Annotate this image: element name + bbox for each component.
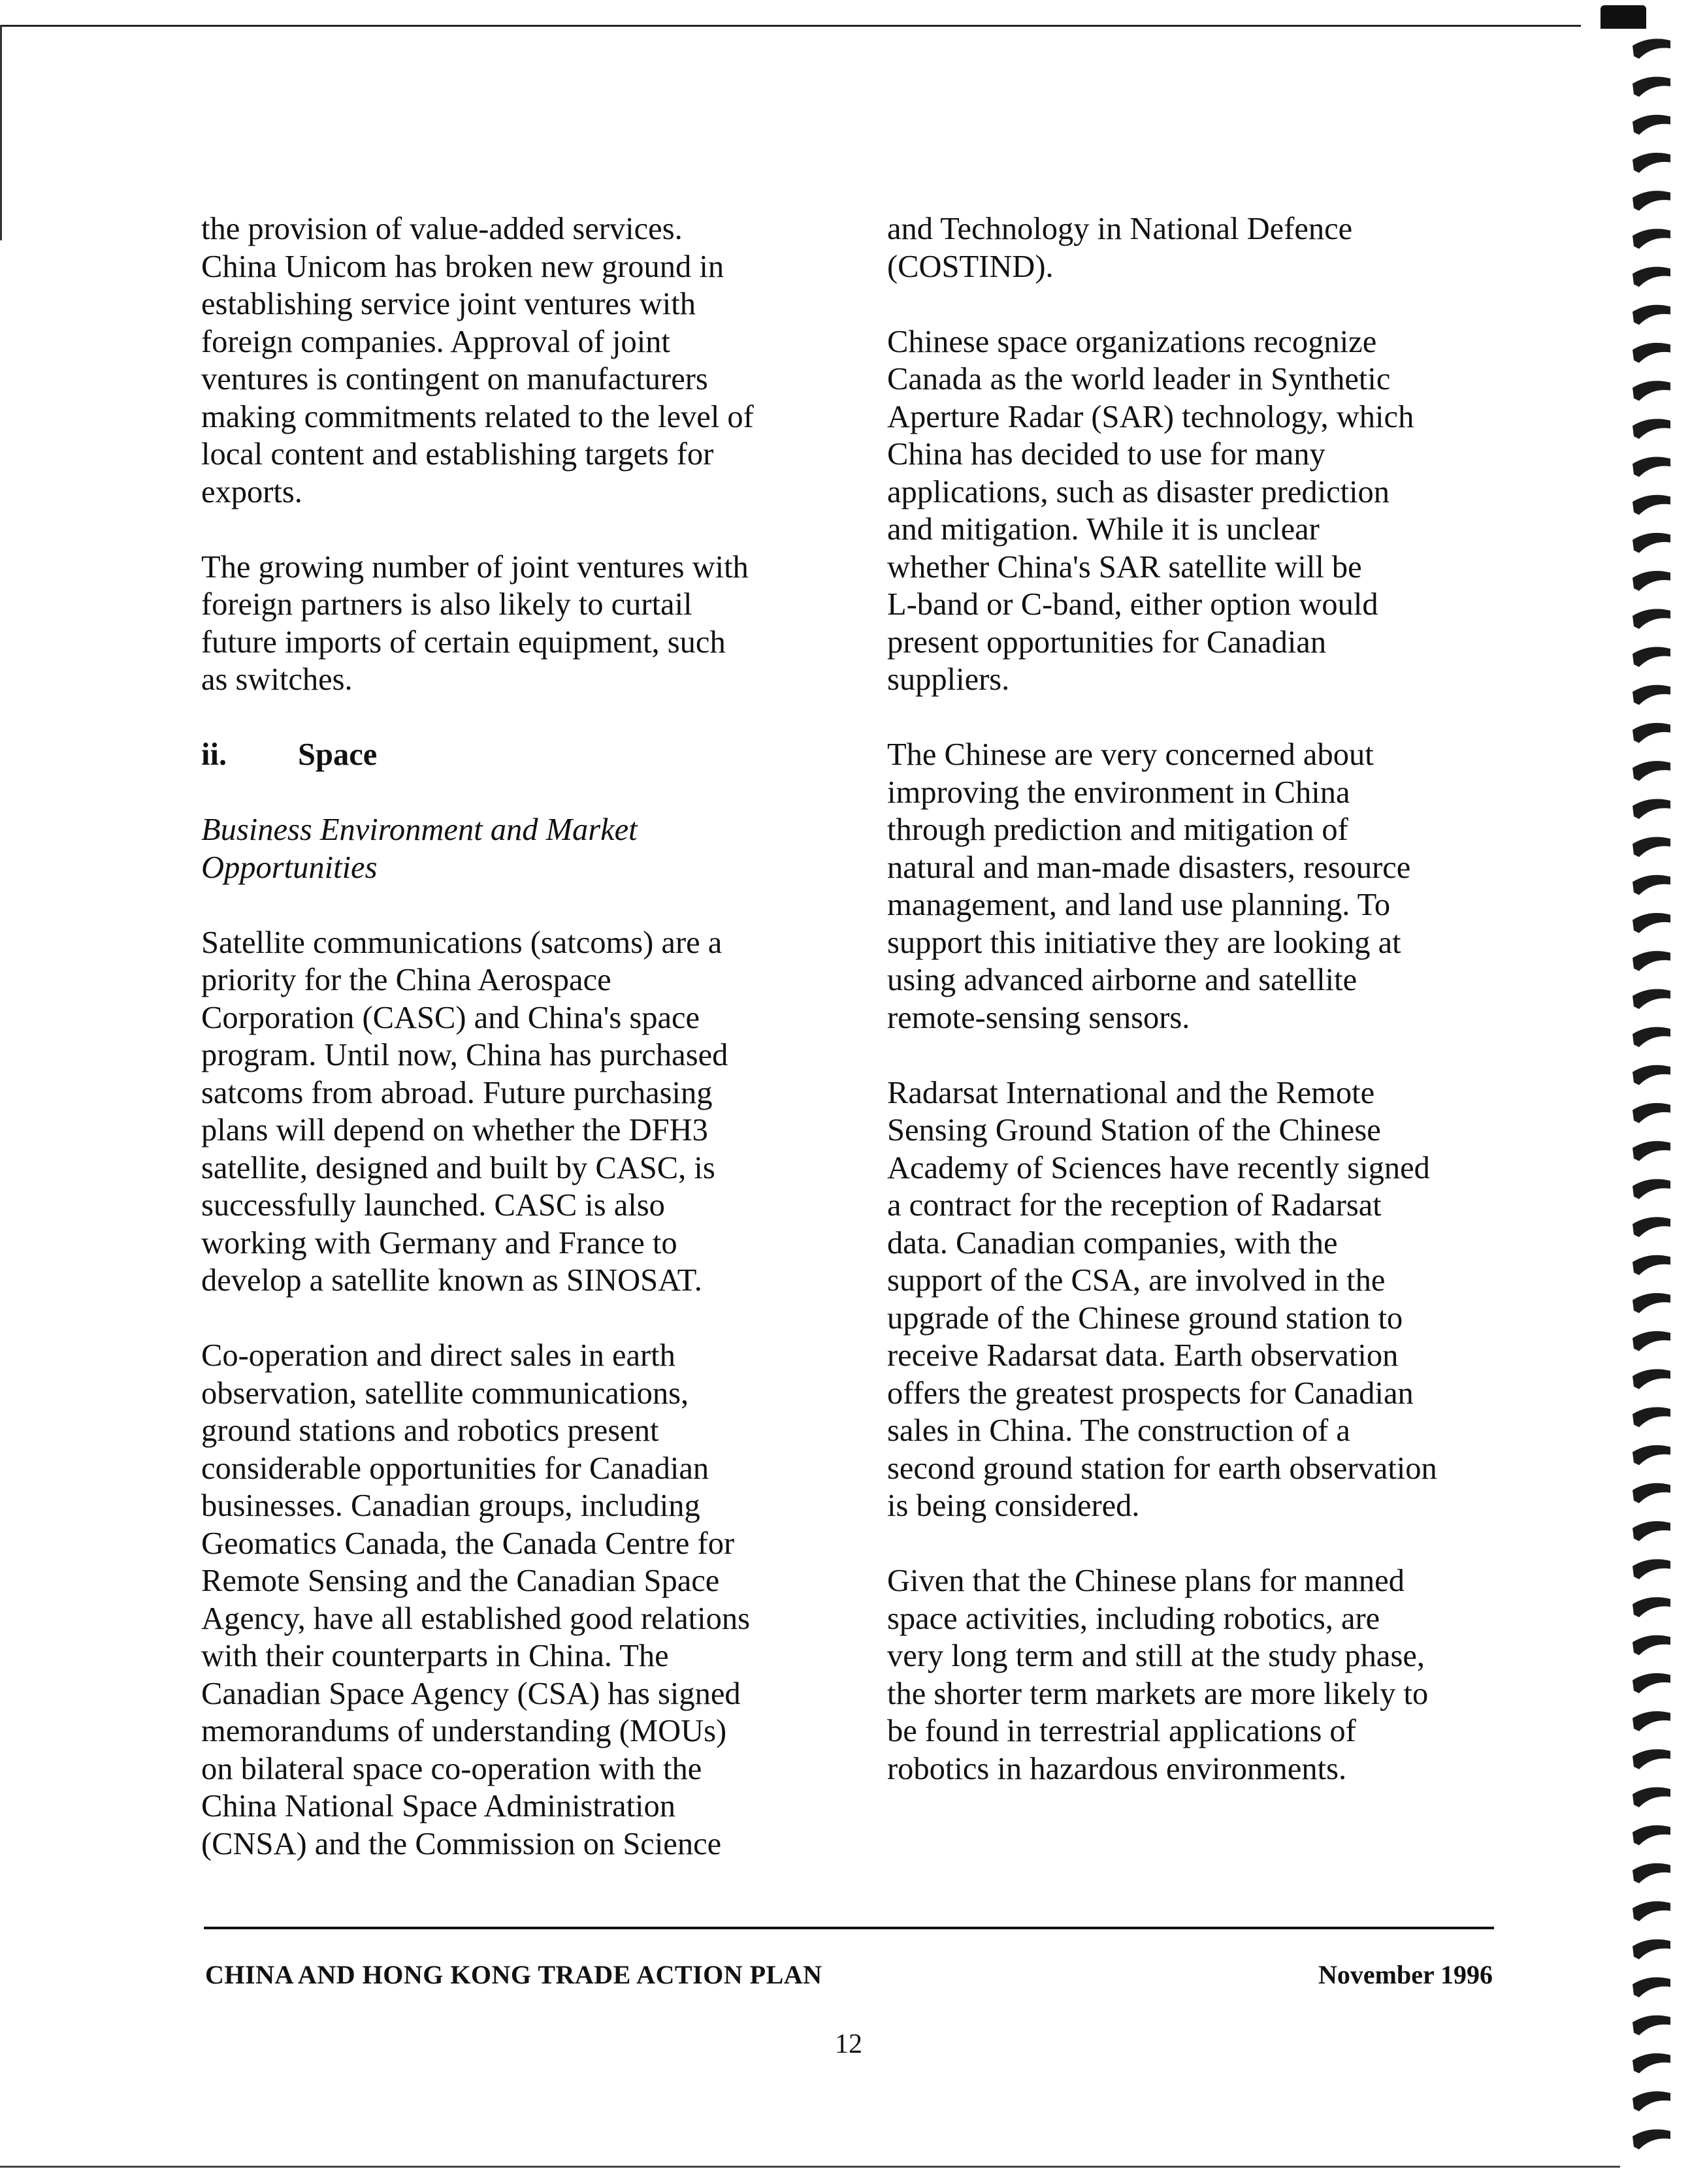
- page-border-left: [0, 25, 2, 240]
- binding-coil: [1633, 2053, 1670, 2074]
- subheading: Business Environment and Market Opportunities: [201, 812, 638, 885]
- binding-coil: [1633, 1635, 1670, 1656]
- binding-coil: [1633, 343, 1670, 363]
- binding-coil: [1633, 1598, 1670, 1618]
- binding-coil: [1633, 837, 1670, 858]
- paragraph-sar: Chinese space organizations recognize Canada as the world leader in Synthetic Aperture Radar (SAR) technology, which China has decided to use for many applications, such as disaster prediction and mitigation. While it is unclear whether China's SAR satellite will be L-band or C-band, either option would present opportunities for Canadian suppliers.: [887, 324, 1414, 697]
- binding-coil: [1633, 1825, 1670, 1846]
- section-heading: [201, 736, 809, 774]
- binding-coil: [1633, 1103, 1670, 1123]
- binding-coil: [1633, 305, 1670, 325]
- binding-coil: [1633, 761, 1670, 781]
- binding-coil: [1633, 1255, 1670, 1276]
- binding-coil: [1633, 381, 1670, 401]
- binding-coil: [1633, 191, 1670, 211]
- paragraph-environment: The Chinese are very concerned about improving the environment in China through prediction and mitigation of natural and man-made disasters, resource management, and land use planning. To support this initiative they are looking at using advanced airborne and satellite remote-sensing sensors.: [887, 737, 1411, 1035]
- binding-coil: [1633, 1027, 1670, 1048]
- binding-coil: [1633, 533, 1670, 553]
- page-border-bottom: [0, 2166, 1620, 2168]
- binding-coil: [1633, 1749, 1670, 1769]
- binding-coil: [1633, 1978, 1670, 1998]
- binding-coil: [1633, 153, 1670, 173]
- paragraph-manned-space: Given that the Chinese plans for manned space activities, including robotics, are very long term and still at the study phase, the shorter term markets are more likely to be found in terrestrial applications of robotics in hazardous environments.: [887, 1564, 1429, 1786]
- binding-coil: [1633, 1369, 1670, 1389]
- binding-coil: [1633, 457, 1670, 477]
- right-column: [887, 210, 1495, 1825]
- binding-coil: [1633, 875, 1670, 895]
- section-title: Space: [298, 737, 378, 772]
- page-border-top: [0, 25, 1581, 27]
- binding-coil: [1633, 799, 1670, 819]
- spiral-binding-coils: [1630, 26, 1676, 2168]
- binding-coil: [1633, 77, 1670, 97]
- binding-coil: [1633, 1445, 1670, 1466]
- binding-coil: [1633, 989, 1670, 1009]
- binding-coil: [1633, 2091, 1670, 2112]
- binding-coil: [1633, 1521, 1670, 1541]
- binding-coil: [1633, 1217, 1670, 1238]
- paragraph-joint-ventures: The growing number of joint ventures with foreign partners is also likely to curtail future imports of certain equipment, such as switches.: [201, 549, 749, 697]
- binding-coil: [1633, 609, 1670, 629]
- binding-coil: [1633, 267, 1670, 287]
- binding-coil: [1633, 1939, 1670, 1959]
- binding-coil: [1633, 115, 1670, 135]
- binding-coil: [1633, 647, 1670, 667]
- binding-coil: [1633, 229, 1670, 249]
- paragraph-radarsat: Radarsat International and the Remote Sensing Ground Station of the Chinese Academy of Sciences have recently signed a contract for the reception of Radarsat data. Canadian companies, with the support of the CSA, are involved in the upgrade of the Chinese ground station to receive Radarsat data. Earth observation offers the greatest prospects for Canadian sales in China. The construction of a second ground station for earth observation is being considered.: [887, 1075, 1437, 1523]
- binding-coil: [1633, 1788, 1670, 1808]
- footer-rule: [204, 1927, 1494, 1929]
- binding-coil: [1633, 571, 1670, 591]
- binding-coil: [1633, 1863, 1670, 1884]
- binding-coil: [1633, 1293, 1670, 1313]
- binding-coil: [1633, 39, 1670, 59]
- binding-clip: [1601, 5, 1646, 29]
- binding-coil: [1633, 1559, 1670, 1579]
- binding-coil: [1633, 1483, 1670, 1503]
- footer-title: CHINA AND HONG KONG TRADE ACTION PLAN: [205, 1960, 822, 1989]
- binding-coil: [1633, 1711, 1670, 1731]
- left-column: [201, 210, 809, 1901]
- footer-date: November 1996: [1318, 1960, 1493, 1989]
- section-number: ii.: [201, 737, 227, 772]
- binding-coil: [1633, 2129, 1670, 2149]
- binding-coil: [1633, 913, 1670, 933]
- binding-coil: [1633, 1179, 1670, 1199]
- binding-coil: [1633, 1065, 1670, 1085]
- binding-coil: [1633, 1331, 1670, 1351]
- paragraph-cooperation: Co-operation and direct sales in earth observation, satellite communications, ground stations and robotics present considerable opportunities for Canadian businesses. Canadian groups, including Geomatics Canada, the Canada Centre for Remote Sensing and the Canadian Space Agency, have all established good relations with their counterparts in China. The Canadian Space Agency (CSA) has signed memorandums of understanding (MOUs) on bilateral space co-operation with the China National Space Administration (CNSA) and the Commission on Science: [201, 1338, 750, 1861]
- spiral-binding: [1630, 26, 1676, 2168]
- binding-coil: [1633, 1407, 1670, 1428]
- binding-coil: [1633, 723, 1670, 743]
- binding-coil: [1633, 1141, 1670, 1161]
- page-number: 12: [835, 2029, 862, 2059]
- binding-coil: [1633, 419, 1670, 439]
- binding-coil: [1633, 1901, 1670, 1921]
- binding-coil: [1633, 2015, 1670, 2036]
- paragraph-value-added-services: the provision of value-added services. China Unicom has broken new ground in establishing service joint ventures with foreign companies. Approval of joint ventures is contingent on manufacturers making commitments related to the level of local content and establishing targets for exports.: [201, 212, 754, 509]
- paragraph-satcoms: Satellite communications (satcoms) are a priority for the China Aerospace Corporation (CASC) and China's space program. Until now, China has purchased satcoms from abroad. Future purchasing plans will depend on whether the DFH3 satellite, designed and built by CASC, is successfully launched. CASC is also working with Germany and France to develop a satellite known as SINOSAT.: [201, 925, 728, 1298]
- binding-coil: [1633, 951, 1670, 971]
- binding-coil: [1633, 685, 1670, 705]
- binding-coil: [1633, 495, 1670, 515]
- paragraph-costind: and Technology in National Defence (COSTIND).: [887, 212, 1353, 284]
- binding-coil: [1633, 1673, 1670, 1694]
